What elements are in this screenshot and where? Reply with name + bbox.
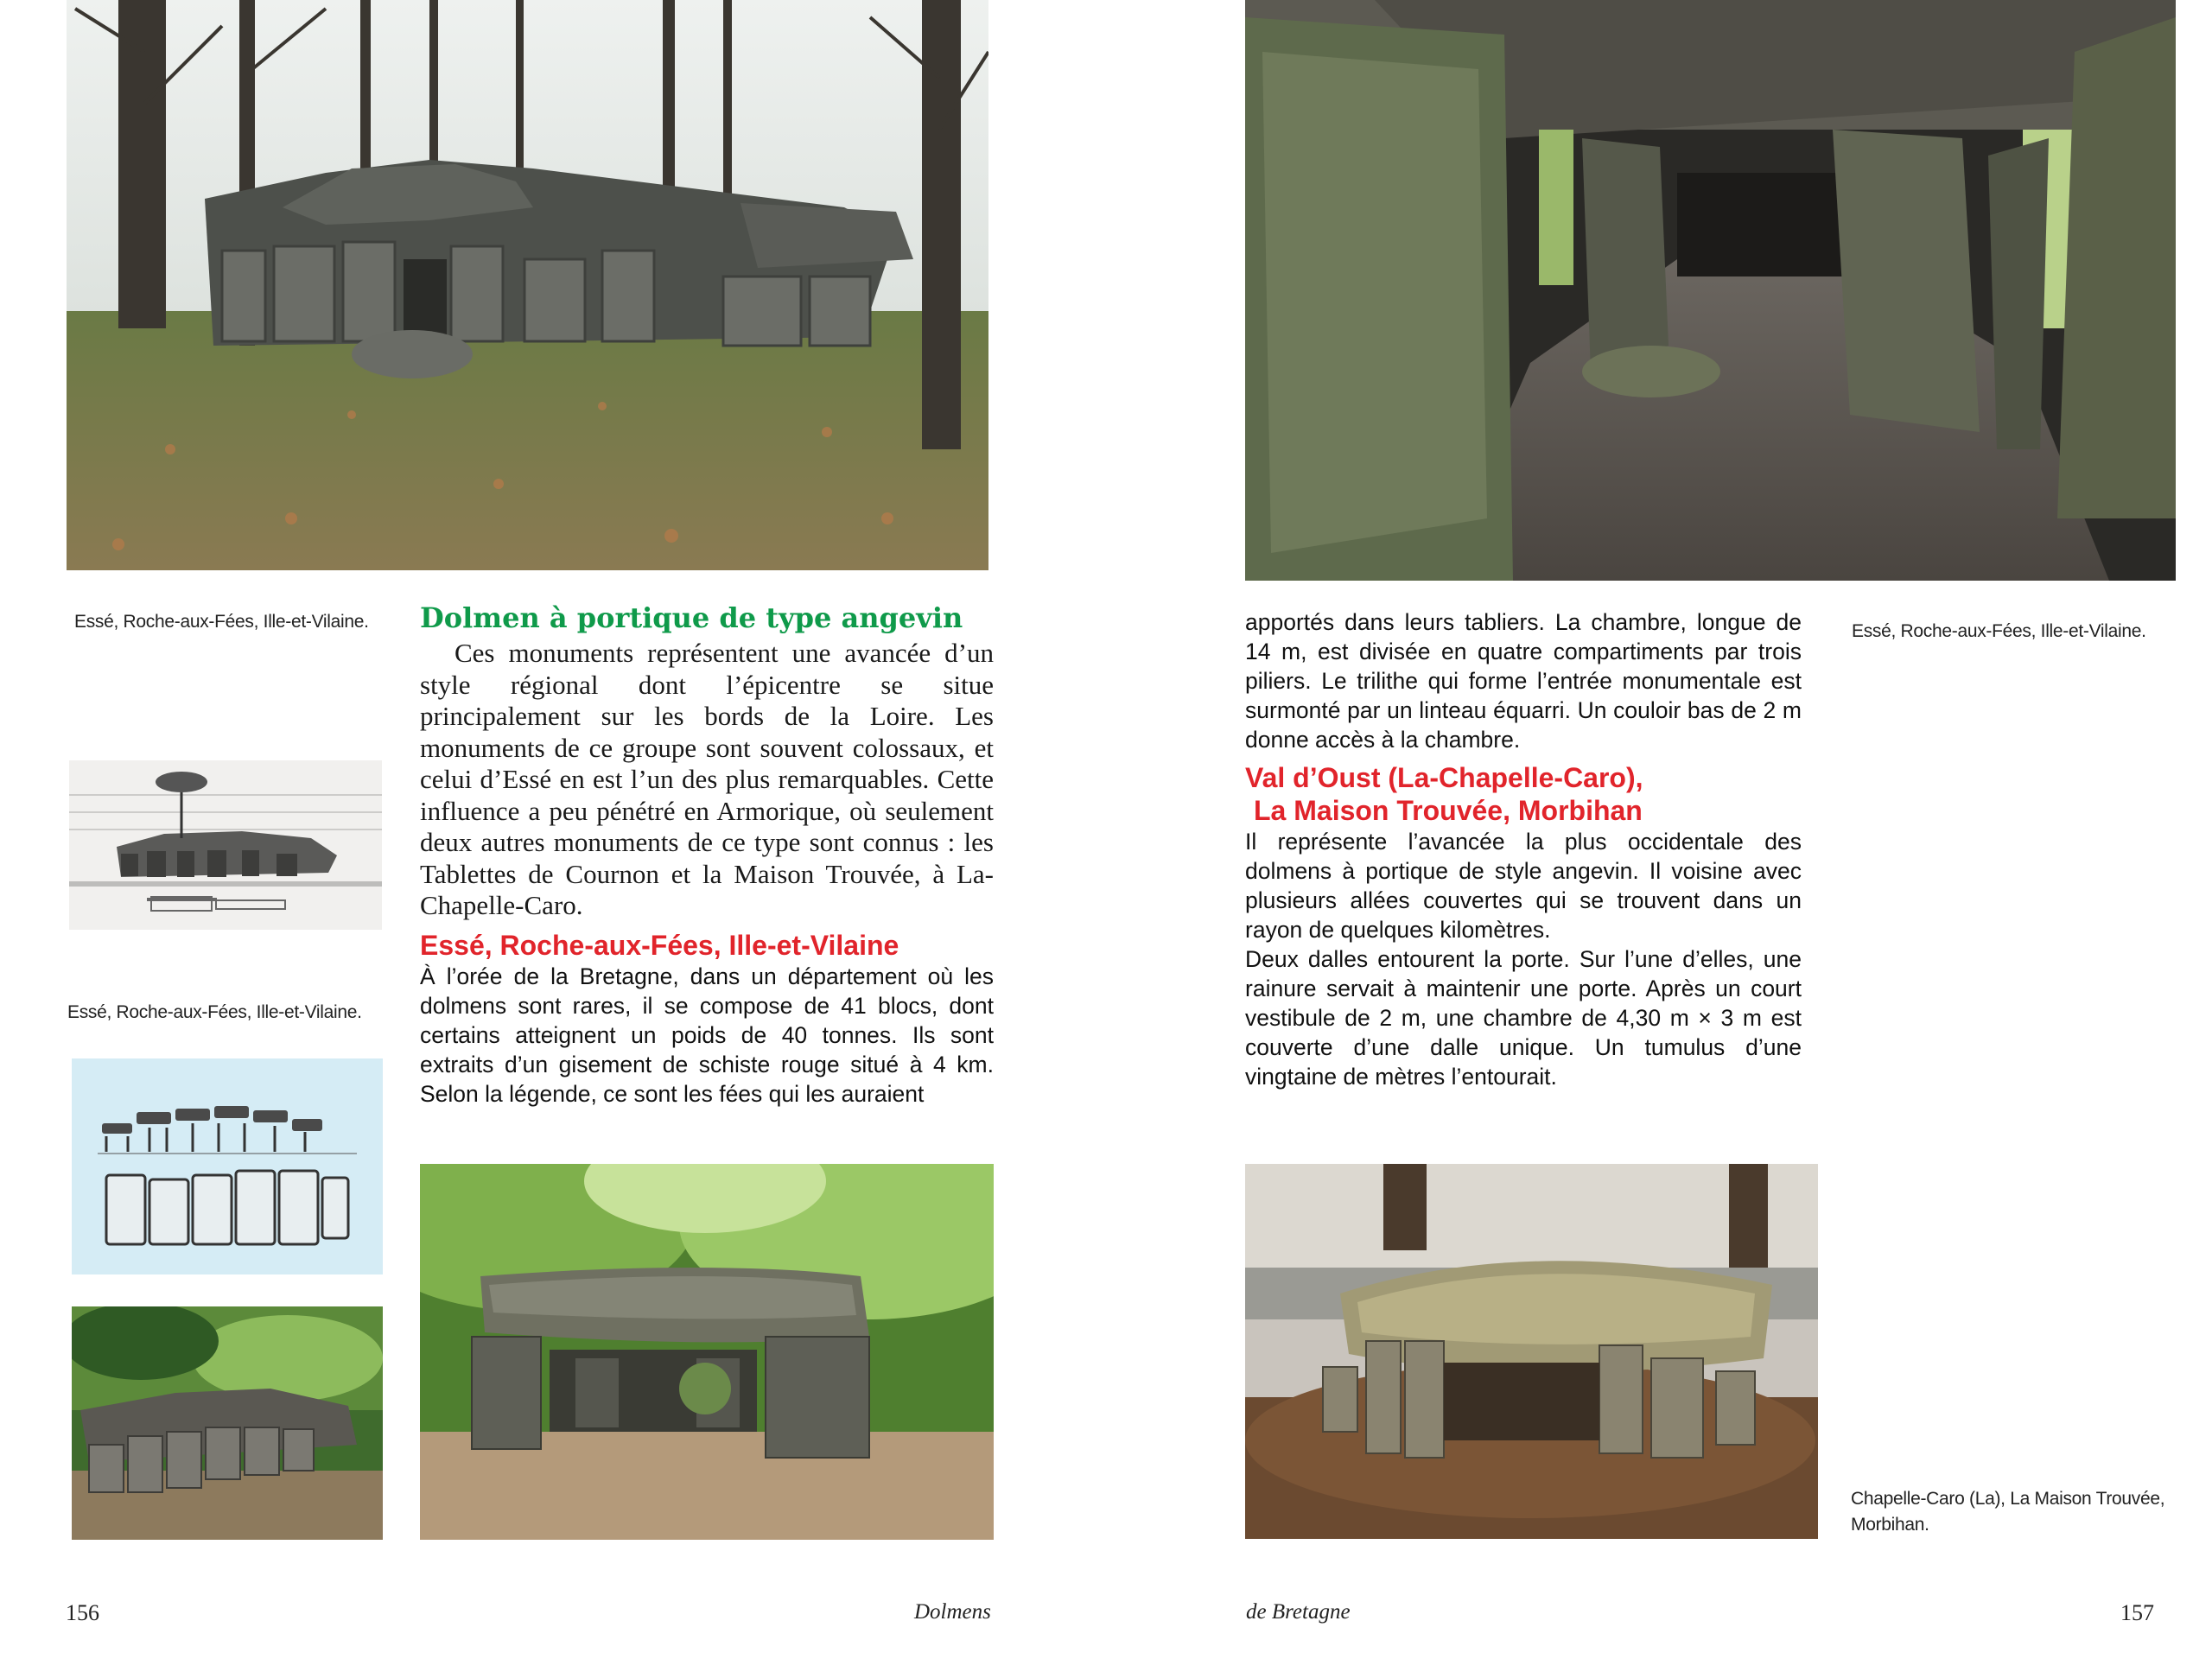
text-column-left	[420, 601, 994, 1109]
photo-roche-aux-fees-entrance	[420, 1164, 994, 1540]
sketch-roche-aux-fees	[72, 1058, 383, 1274]
paragraph-maison-trouvee-2: Deux dalles entourent la porte. Sur l’une d’elles, une rainure servait à maintenir une porte. Après un court vestibule de 2 m, une chambre de 4,30 m × 3 m est couverte d’une dalle unique. Un tumulus d’une vingtaine de mètres l’entourait.	[1245, 946, 1802, 1090]
right-page	[1106, 0, 2212, 1659]
photo-roche-aux-fees-autumn	[67, 0, 988, 570]
caption-maison-trouvee: Chapelle-Caro (La), La Maison Trouvée, Morbihan.	[1851, 1489, 2165, 1535]
heading-esse-roche-aux-fees: Essé, Roche-aux-Fées, Ille-et-Vilaine	[420, 929, 899, 961]
paragraph-continuation: apportés dans leurs tabliers. La chambre, longue de 14 m, est divisée en quatre compartiments par trois piliers. Le trilithe qui forme l’entrée monumentale est surmonté par un linteau équarri. Un couloir bas de 2 m donne accès à la chambre.	[1245, 609, 1802, 753]
heading-maison-trouvee: La Maison Trouvée, Morbihan	[1254, 795, 1643, 826]
page-number-right: 157	[2120, 1600, 2154, 1625]
photo-maison-trouvee	[1245, 1164, 1818, 1539]
paragraph-angevin: Ces monuments représentent une avancée d’un style régional dont l’épicentre se situe principalement sur les bords de la Loire. Les monuments de ce groupe sont souvent colossaux, et celui d’Essé en est l’un des plus remarquables. Cette influence a peu pénétré en Armorique, où seulement deux autres monuments de ce type sont connus : les Tablettes de Cournon et la Maison Trouvée, à La-Chapelle-Caro.	[420, 638, 994, 920]
heading-dolmen-angevin: Dolmen à portique de type angevin	[420, 601, 963, 634]
paragraph-esse: À l’orée de la Bretagne, dans un département où les dolmens sont rares, il se compose de 41 blocs, dont certains atteignent un poids de 40 tonnes. Ils sont extraits d’un gisement de schiste rouge situé à 4 km. Selon la légende, ce sont les fées qui les auraient	[420, 963, 994, 1107]
photo-roche-aux-fees-interior	[1245, 0, 2176, 581]
caption-right-top-photo: Essé, Roche-aux-Fées, Ille-et-Vilaine.	[1852, 621, 2146, 641]
running-head-left: Dolmens	[914, 1600, 991, 1624]
text-column-right	[1245, 607, 1802, 1091]
caption-top-photo: Essé, Roche-aux-Fées, Ille-et-Vilaine.	[74, 612, 369, 632]
photo-roche-aux-fees-forest	[72, 1306, 383, 1540]
heading-val-d-oust: Val d’Oust (La-Chapelle-Caro),	[1245, 762, 1643, 793]
page-number-left: 156	[66, 1600, 99, 1625]
engraving-roche-aux-fees	[69, 760, 382, 930]
running-head-right: de Bretagne	[1246, 1600, 1351, 1624]
caption-engraving: Essé, Roche-aux-Fées, Ille-et-Vilaine.	[67, 1002, 362, 1022]
paragraph-maison-trouvee-1: Il représente l’avancée la plus occidentale des dolmens à portique de style angevin. Il voisine avec plusieurs allées couvertes qui se trouvent dans un rayon de quelques kilomètres.	[1245, 829, 1802, 943]
